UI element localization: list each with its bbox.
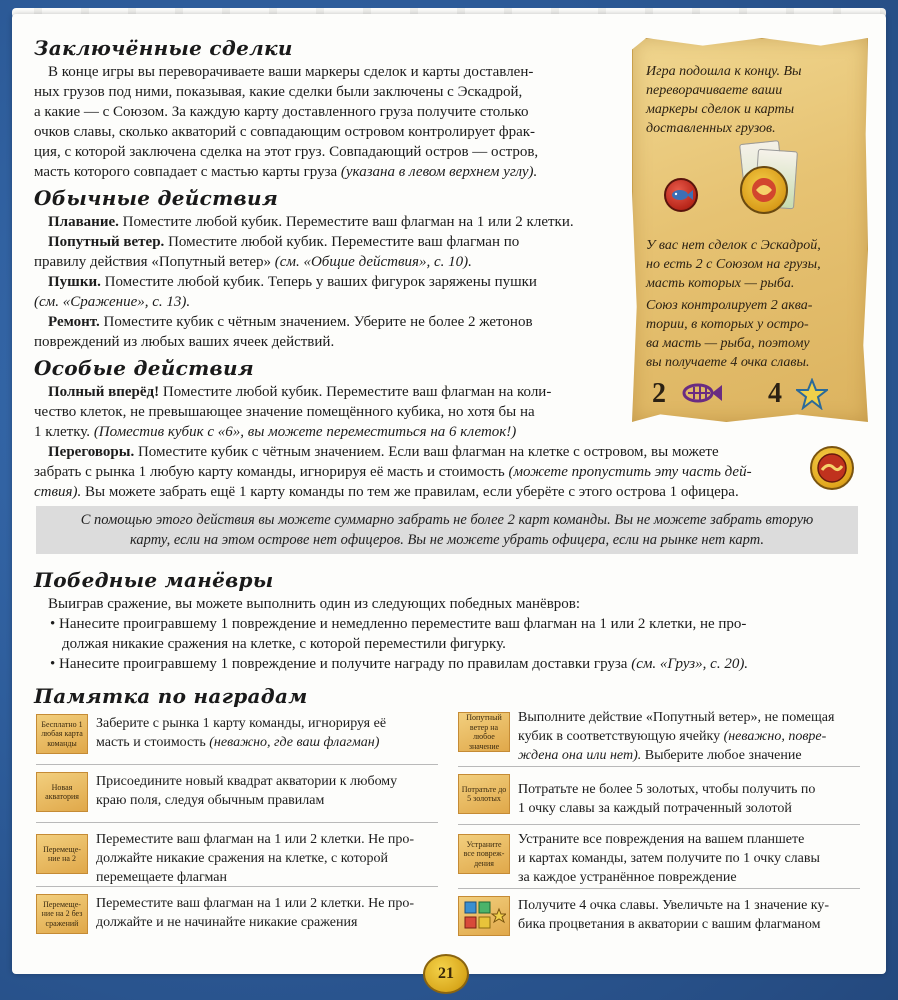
talks-note: ствия). <box>34 484 82 500</box>
wind-text: правилу действия «Попутный ветер» <box>34 254 275 270</box>
talks-label: Переговоры. <box>48 444 135 460</box>
reward-line: масть и стоимость <box>96 735 210 750</box>
reward-item <box>458 708 868 764</box>
wind-text: Поместите любой кубик. Переместите ваш флагман по <box>164 234 520 250</box>
deals-line: ных грузов под ними, показывая, какие сделки были заключены с Эскадрой, <box>34 84 523 100</box>
full-speed-label: Полный вперёд! <box>48 384 160 400</box>
full-speed-text: 1 клетку. <box>34 424 94 440</box>
reward-tile: Новая акватория <box>36 772 88 812</box>
talks-text: Поместите кубик с чётным значением. Если ваш флагман на клетке с островом, вы можете <box>134 444 719 460</box>
reward-line: Устраните все повреждения на вашем планшете <box>518 832 805 847</box>
reward-line: Переместите ваш флагман на 1 или 2 клетки. Не про- <box>96 832 415 847</box>
fish-icon <box>666 180 696 210</box>
deal-marker <box>740 166 788 214</box>
reward-line: Выполните действие «Попутный ветер», не помещая <box>518 710 835 725</box>
reward-tile: Устраните все повреж- дения <box>458 834 510 874</box>
page-number: 21 <box>423 954 469 994</box>
wind-ref: (см. «Общие действия», с. 10). <box>274 254 472 270</box>
reward-tile: Перемеще- ние на 2 без сражений <box>36 894 88 934</box>
reward-line: Выберите любое значение <box>641 748 802 763</box>
reward-line: должайте и не начинайте никакие сражения <box>96 915 358 930</box>
example-text-1 <box>646 62 862 138</box>
repair-text: Поместите кубик с чётным значением. Уберите не более 2 жетонов <box>99 314 533 330</box>
example-line: тории, в которых у остро- <box>646 317 809 332</box>
regular-paragraph <box>34 212 616 352</box>
victory-intro: Выиграв сражение, вы можете выполнить один из следующих победных манёвров: <box>48 596 581 612</box>
talks-limit-note <box>36 506 858 554</box>
example-line: Союз контролирует 2 аква- <box>646 298 813 313</box>
note-line: С помощью этого действия вы можете суммарно забрать не более 2 карт команды. Вы не можете забрать вторую <box>80 512 814 528</box>
victory-option-text: Нанесите проигравшему 1 повреждение и немедленно переместите ваш флагман на 1 или 2 клетки, не про- <box>59 616 747 632</box>
victory-option-ref: (см. «Груз», с. 20). <box>631 656 749 672</box>
example-line: маркеры сделок и карты <box>646 102 795 117</box>
talks-text: Вы можете забрать ещё 1 карту команды по тем же правилам, если уберёте с этого острова 1 офицера. <box>81 484 739 500</box>
reward-tile: Потратьте до 5 золотых <box>458 774 510 814</box>
deals-line: ция, с которой заключена сделка на этот груз. Совпадающий остров — остров, <box>34 144 539 160</box>
glory-count: 4 <box>768 378 782 409</box>
victory-option <box>48 654 868 674</box>
reward-text <box>96 772 397 810</box>
sail-label: Плавание. <box>48 214 119 230</box>
guns-text: Поместите любой кубик. Теперь у ваших фигурок заряжены пушки <box>100 274 537 290</box>
reward-text <box>518 708 834 765</box>
victory-option-text: должая никакие сражения на клетке, с которой переместили фигурку. <box>62 636 506 652</box>
handshake-icon <box>812 448 852 488</box>
reward-line: Получите 4 очка славы. Увеличьте на 1 значение ку- <box>518 898 830 913</box>
fish-count: 2 <box>652 378 666 409</box>
reward-divider <box>458 824 860 825</box>
reward-text <box>518 830 820 887</box>
deals-text: масть которого совпадает с мастью карты груза <box>34 164 341 180</box>
cubes-and-star-icon <box>462 899 506 933</box>
fish-token <box>664 178 698 212</box>
sail-text: Поместите любой кубик. Переместите ваш флагман на 1 или 2 клетки. <box>118 214 574 230</box>
reward-line: Переместите ваш флагман на 1 или 2 клетки. Не про- <box>96 896 415 911</box>
example-text-3 <box>646 296 862 372</box>
special-paragraph <box>34 382 616 442</box>
guns-label: Пушки. <box>48 274 101 290</box>
reward-text <box>96 830 414 887</box>
deals-note: (указана в левом верхнем углу). <box>340 164 538 180</box>
reward-line: должайте никакие сражения на клетке, с которой <box>96 851 389 866</box>
deals-line: очков славы, сколько акваторий с совпадающим островом контролирует фрак- <box>34 124 536 140</box>
repair-text: повреждений из любых ваших ячеек действий. <box>34 334 335 350</box>
reward-note: (неважно, где ваш флагман) <box>209 735 380 750</box>
reward-item <box>458 774 868 820</box>
reward-line: за каждое устранённое повреждение <box>518 870 737 885</box>
reward-item <box>36 894 446 940</box>
reward-text <box>518 780 815 818</box>
reward-line: Заберите с рынка 1 карту команды, игнорируя её <box>96 716 387 731</box>
section-title-rewards: Памятка по наградам <box>34 684 308 708</box>
reward-text <box>518 896 829 934</box>
victory-list <box>48 614 868 674</box>
reward-tile: Перемеще- ние на 2 <box>36 834 88 874</box>
reward-item <box>36 714 446 760</box>
example-line: Игра подошла к концу. Вы <box>646 64 802 79</box>
full-speed-example: (Поместив кубик с «6», вы можете переместиться на 6 клеток!) <box>93 424 517 440</box>
glory-star-icon <box>796 378 828 410</box>
deals-paragraph <box>34 62 616 182</box>
reward-line: бика процветания в акватории с вашим флагманом <box>518 917 821 932</box>
victory-option <box>48 614 868 654</box>
example-line: доставленных грузов. <box>646 121 776 136</box>
talks-note: (можете пропустить эту часть дей- <box>508 464 752 480</box>
reward-divider <box>36 822 438 823</box>
note-line: карту, если на этом острове нет офицеров. Вы не можете убрать офицера, если на рынке нет карт. <box>130 532 764 548</box>
deals-line: В конце игры вы переворачиваете ваши маркеры сделок и карты доставлен- <box>48 64 534 80</box>
reward-text <box>96 714 386 752</box>
fish-skeleton-icon <box>680 378 724 408</box>
guns-ref: (см. «Сражение», с. 13). <box>34 294 191 310</box>
example-line: вы получаете 4 очка славы. <box>646 355 810 370</box>
reward-text <box>96 894 414 932</box>
reward-item <box>458 896 868 942</box>
full-speed-text: Поместите любой кубик. Переместите ваш флагман на коли- <box>159 384 552 400</box>
reward-tile: Бесплатно 1 любая карта команды <box>36 714 88 754</box>
reward-item <box>36 830 446 885</box>
example-line: ва масть — рыба, поэтому <box>646 336 810 351</box>
reward-line: и картах команды, затем получите по 1 очку славы <box>518 851 820 866</box>
section-title-regular: Обычные действия <box>34 186 279 210</box>
wind-label: Попутный ветер. <box>48 234 165 250</box>
reward-note: (неважно, повре- <box>723 729 827 744</box>
reward-divider <box>458 766 860 767</box>
reward-divider <box>36 764 438 765</box>
reward-line: перемещаете флагман <box>96 870 227 885</box>
section-title-special: Особые действия <box>34 356 255 380</box>
union-marker-icon <box>742 168 786 212</box>
reward-item <box>458 830 868 886</box>
reward-item <box>36 772 446 818</box>
talks-paragraph <box>34 442 804 502</box>
victory-option-text: Нанесите проигравшему 1 повреждение и получите награду по правилам доставки груза <box>59 656 632 672</box>
reward-line: Присоедините новый квадрат акватории к любому <box>96 774 398 789</box>
example-line: но есть 2 с Союзом на грузы, <box>646 257 821 272</box>
example-text-2 <box>646 236 862 293</box>
example-line: переворачиваете ваши <box>646 83 783 98</box>
deals-line <box>34 162 616 182</box>
reward-note: ждена она или нет). <box>518 748 642 763</box>
reward-divider <box>458 888 860 889</box>
prosperity-reward-tile <box>458 896 510 936</box>
section-title-deals: Заключённые сделки <box>34 36 293 60</box>
reward-line: 1 очку славы за каждый потраченный золотой <box>518 801 792 816</box>
deals-line: а какие — с Союзом. За каждую карту доставленного груза получите столько <box>34 104 529 120</box>
full-speed-text: чество клеток, не превышающее значение помещённого кубика, но хотя бы на <box>34 404 535 420</box>
talks-action-icon <box>810 446 854 490</box>
talks-text: забрать с рынка 1 любую карту команды, игнорируя её масть и стоимость <box>34 464 509 480</box>
example-line: масть которых — рыба. <box>646 276 795 291</box>
reward-line: Потратьте не более 5 золотых, чтобы получить по <box>518 782 816 797</box>
repair-label: Ремонт. <box>48 314 100 330</box>
reward-line: краю поля, следуя обычным правилам <box>96 793 325 808</box>
section-title-victory: Победные манёвры <box>34 568 274 592</box>
reward-line: кубик в соответствующую ячейку <box>518 729 724 744</box>
reward-divider <box>36 886 438 887</box>
reward-tile: Попутный ветер на любое значение <box>458 712 510 752</box>
example-line: У вас нет сделок с Эскадрой, <box>646 238 821 253</box>
